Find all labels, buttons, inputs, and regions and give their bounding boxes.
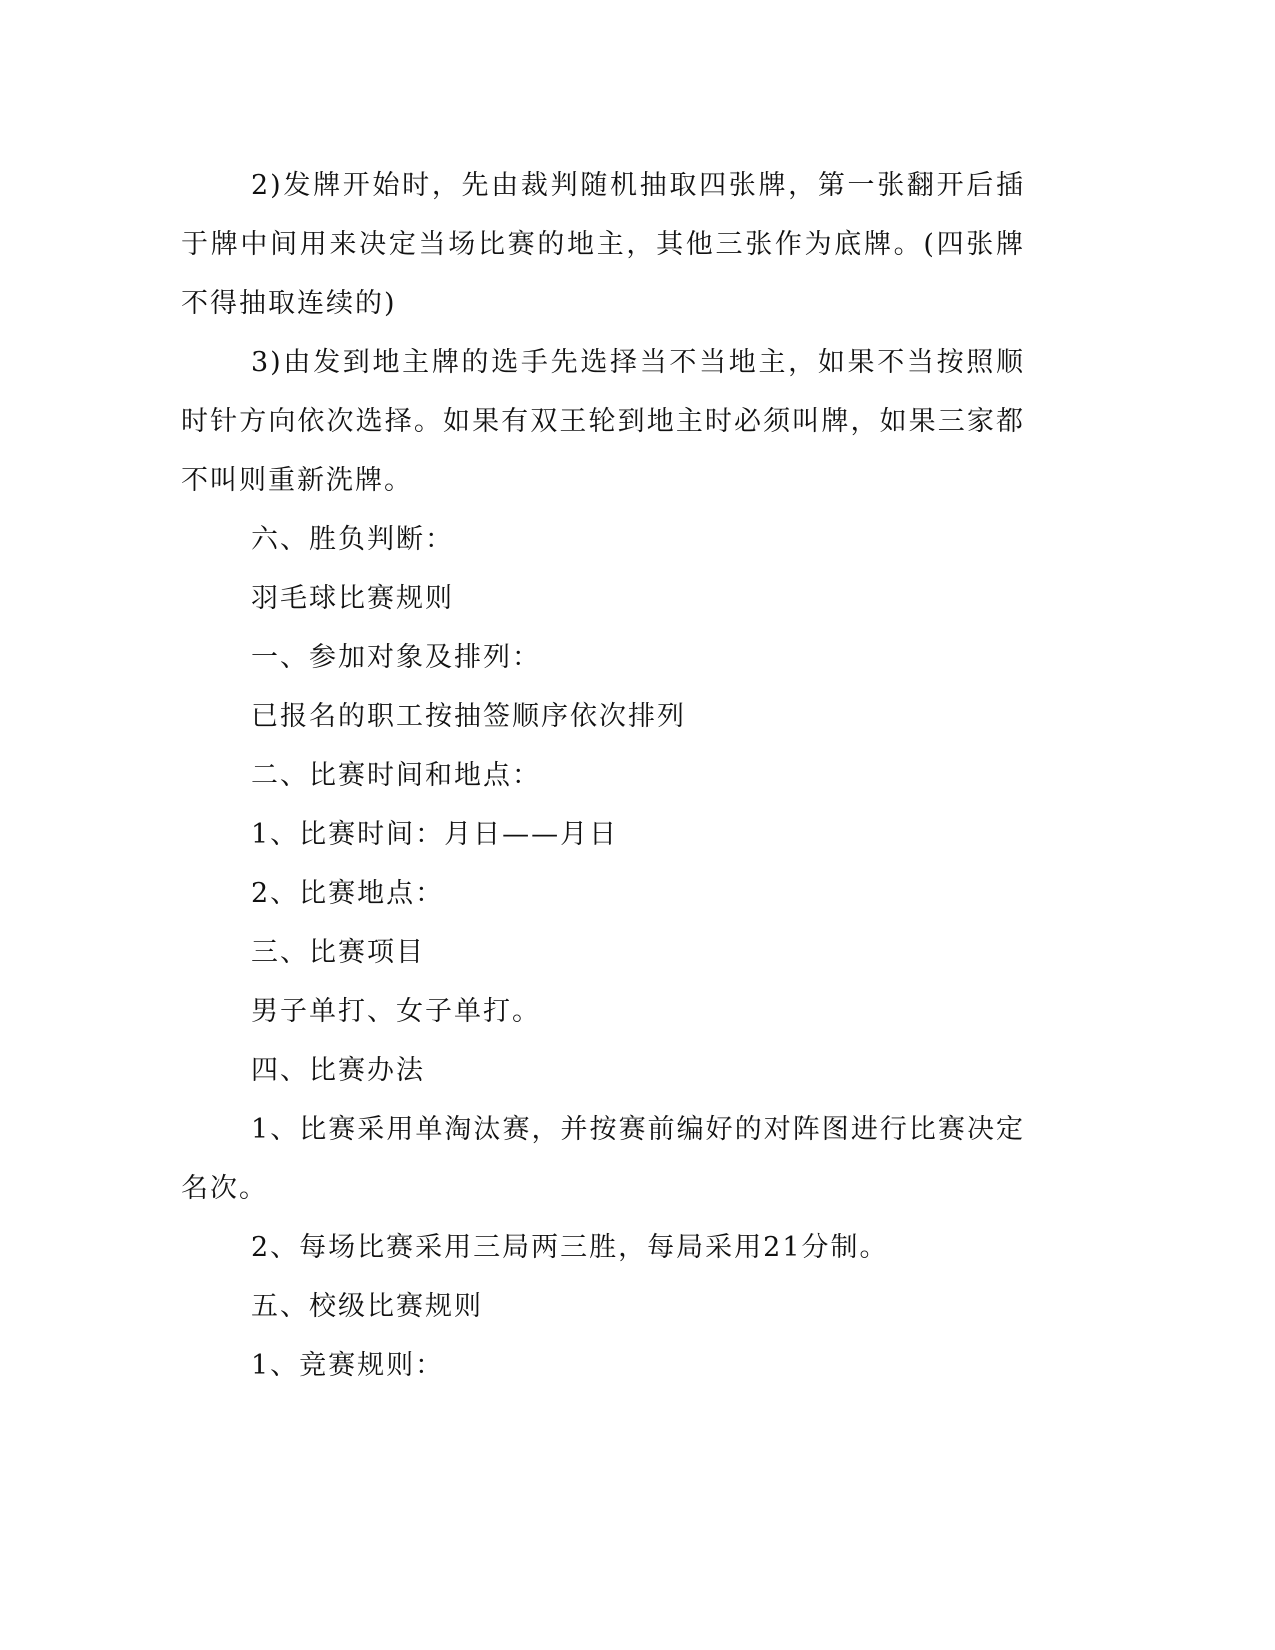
heading-method: 四、比赛办法 [251, 1055, 425, 1086]
heading-participants: 一、参加对象及排列： [251, 642, 541, 673]
paragraph-landlord-choice: 3)由发到地主牌的选手先选择当不当地主，如果不当按照顺时针方向依次选择。如果有双王轮到地主时必须叫牌，如果三家都不叫则重新洗牌。 [181, 347, 1025, 496]
paragraph-elimination: 1、比赛采用单淘汰赛，并按赛前编好的对阵图进行比赛决定名次。 [181, 1114, 1025, 1204]
paragraph-match-time: 1、比赛时间：月日——月日 [251, 819, 619, 850]
heading-events: 三、比赛项目 [251, 937, 425, 968]
heading-badminton-rules: 羽毛球比赛规则 [251, 583, 454, 614]
paragraph-scoring: 2、每场比赛采用三局两三胜，每局采用21分制。 [251, 1232, 889, 1263]
heading-time-place: 二、比赛时间和地点： [251, 760, 541, 791]
paragraph-participants: 已报名的职工按抽签顺序依次排列 [251, 701, 686, 732]
paragraph-match-place: 2、比赛地点： [251, 878, 445, 909]
paragraph-dealing-rule: 2)发牌开始时，先由裁判随机抽取四张牌，第一张翻开后插于牌中间用来决定当场比赛的地主，其他三张作为底牌。(四张牌不得抽取连续的) [181, 170, 1025, 319]
paragraph-events: 男子单打、女子单打。 [251, 996, 541, 1027]
heading-win-loss: 六、胜负判断： [251, 524, 454, 555]
heading-school-rules: 五、校级比赛规则 [251, 1291, 483, 1322]
document-body [181, 156, 1025, 1395]
paragraph-competition-rules: 1、竞赛规则： [251, 1350, 445, 1381]
